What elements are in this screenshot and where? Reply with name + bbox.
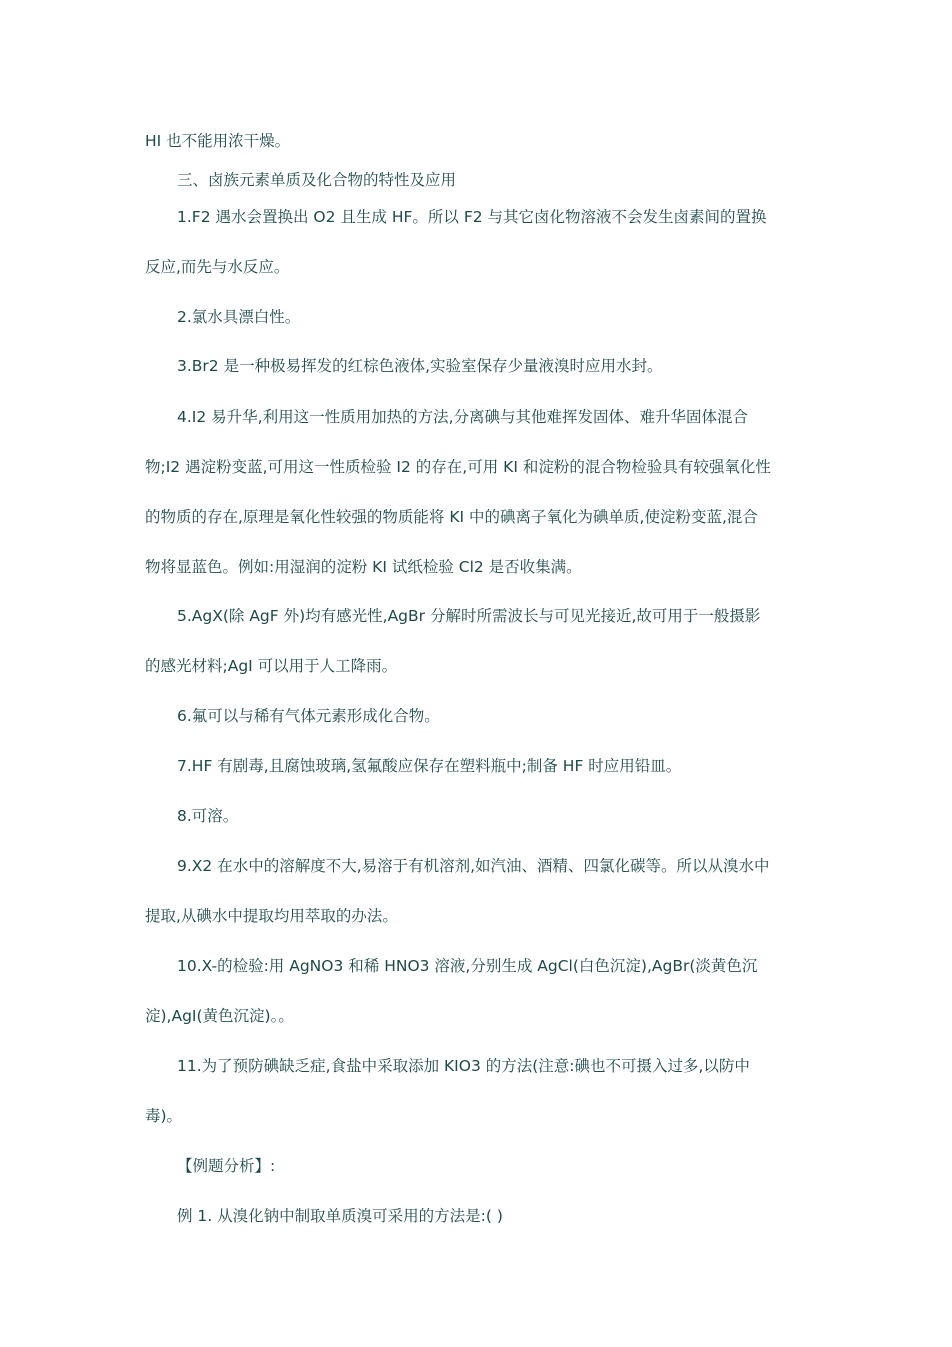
text-line: 毒)。 [145, 1107, 183, 1125]
text-line: 9.X2 在水中的溶解度不大,易溶于有机溶剂,如汽油、酒精、四氯化碳等。所以从溴水中 [177, 857, 770, 875]
text-line: 7.HF 有剧毒,且腐蚀玻璃,氢氟酸应保存在塑料瓶中;制备 HF 时应用铅皿。 [177, 757, 682, 775]
text-line: 2.氯水具漂白性。 [177, 308, 301, 326]
section-heading: 【例题分析】: [177, 1157, 276, 1175]
text-line: 物;I2 遇淀粉变蓝,可用这一性质检验 I2 的存在,可用 KI 和淀粉的混合物检验具有较强氧化性 [145, 458, 771, 476]
text-line: 反应,而先与水反应。 [145, 258, 290, 276]
text-line: 物将显蓝色。例如:用湿润的淀粉 KI 试纸检验 Cl2 是否收集满。 [145, 558, 582, 576]
text-line: 5.AgX(除 AgF 外)均有感光性,AgBr 分解时所需波长与可见光接近,故可用于一般摄影 [177, 607, 761, 625]
text-line: 1.F2 遇水会置换出 O2 且生成 HF。所以 F2 与其它卤化物溶液不会发生卤素间的置换 [177, 208, 767, 226]
text-line: 6.氟可以与稀有气体元素形成化合物。 [177, 707, 440, 725]
text-line: 11.为了预防碘缺乏症,食盐中采取添加 KIO3 的方法(注意:碘也不可摄入过多,以防中 [177, 1057, 750, 1075]
text-line: 8.可溶。 [177, 807, 239, 825]
text-line: 的感光材料;AgI 可以用于人工降雨。 [145, 657, 398, 675]
text-line: 4.I2 易升华,利用这一性质用加热的方法,分离碘与其他难挥发固体、难升华固体混合 [177, 408, 749, 426]
text-line: 3.Br2 是一种极易挥发的红棕色液体,实验室保存少量液溴时应用水封。 [177, 357, 663, 375]
text-line: 的物质的存在,原理是氧化性较强的物质能将 KI 中的碘离子氧化为碘单质,使淀粉变蓝,混合 [145, 508, 758, 526]
text-line: 10.X-的检验:用 AgNO3 和稀 HNO3 溶液,分别生成 AgCl(白色沉淀),AgBr(淡黄色沉 [177, 957, 758, 975]
section-heading: 三、卤族元素单质及化合物的特性及应用 [177, 171, 457, 189]
text-line: 淀),AgI(黄色沉淀)。。 [145, 1007, 294, 1025]
text-line: 例 1. 从溴化钠中制取单质溴可采用的方法是:( ) [177, 1207, 503, 1225]
text-line: HI 也不能用浓干燥。 [145, 132, 291, 150]
text-line: 提取,从碘水中提取均用萃取的办法。 [145, 907, 398, 925]
